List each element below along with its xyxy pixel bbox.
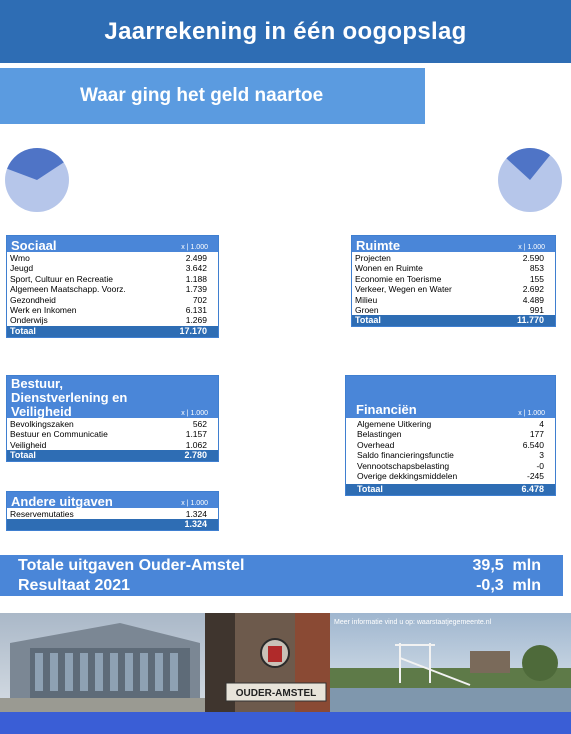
row-label: Bestuur en Communicatie — [10, 429, 108, 440]
row-value: 3.642 — [185, 263, 207, 274]
unit-label: x | 1.000 — [518, 410, 545, 417]
list-item — [7, 315, 218, 325]
town-photo-illustration — [0, 613, 571, 713]
list-item — [352, 305, 555, 315]
list-item — [354, 440, 555, 450]
row-label: Saldo financieringsfunctie — [357, 450, 454, 461]
unit-label: x | 1.000 — [518, 244, 545, 251]
andere-title: Andere uitgaven — [11, 494, 113, 509]
list-item — [354, 450, 555, 460]
row-label: Verkeer, Wegen en Water — [355, 284, 452, 295]
list-item — [352, 263, 555, 273]
row-value: -0 — [536, 460, 544, 471]
row-value: 2.692 — [522, 284, 544, 295]
row-value: 155 — [529, 273, 544, 284]
row-value: 702 — [192, 294, 207, 305]
list-item — [7, 429, 218, 439]
row-label: Wonen en Ruimte — [355, 263, 423, 274]
total-label: Totaal — [10, 325, 36, 336]
bestuur-title-line: Veiligheid — [11, 404, 72, 419]
info-text: Meer informatie vind u op: waarstaatjegemeente.nl — [334, 619, 492, 626]
bestuur-title-line: Bestuur, — [11, 376, 64, 391]
ruimte-total-row — [352, 315, 555, 326]
page-title: Jaarrekening in één oogopslag — [104, 17, 467, 45]
row-value: 1.188 — [185, 273, 207, 284]
list-item — [7, 253, 218, 263]
pie-chart-right — [496, 146, 564, 214]
row-label: Groen — [355, 304, 379, 315]
list-item — [7, 263, 218, 273]
financien-rows — [346, 418, 555, 481]
row-label: Jeugd — [10, 263, 34, 274]
list-item — [7, 509, 218, 519]
ruimte-rows — [352, 252, 555, 315]
row-value: 177 — [529, 429, 544, 440]
row-value: 853 — [529, 263, 544, 274]
list-item — [7, 419, 218, 429]
row-value: 1.062 — [185, 439, 207, 450]
row-label: Algemene Uitkering — [357, 419, 432, 429]
list-item — [354, 471, 555, 481]
list-item — [354, 429, 555, 439]
unit-label: x | 1.000 — [181, 410, 208, 417]
town-photo-strip — [0, 613, 571, 713]
list-item — [7, 295, 218, 305]
list-item — [352, 295, 555, 305]
sociaal-header — [7, 236, 218, 252]
list-item — [354, 461, 555, 471]
row-label: Projecten — [355, 253, 391, 263]
row-label: Economie en Toerisme — [355, 273, 442, 284]
row-label: Werk en Inkomen — [10, 304, 77, 315]
total-expenses-label: Totale uitgaven Ouder-Amstel — [18, 557, 245, 574]
andere-header — [7, 492, 218, 508]
total-expenses-value: 39,5 mln — [472, 557, 541, 574]
financien-header — [346, 376, 555, 418]
row-value: 4.489 — [522, 294, 544, 305]
sociaal-title: Sociaal — [11, 238, 57, 253]
financien-total-row — [346, 484, 555, 495]
total-value: 17.170 — [179, 325, 207, 336]
result-row — [18, 577, 541, 595]
row-value: 2.499 — [185, 253, 207, 263]
row-label: Overige dekkingsmiddelen — [357, 470, 458, 481]
unit-label: x | 1.000 — [181, 244, 208, 251]
row-value: 562 — [192, 419, 207, 429]
unit-label: x | 1.000 — [181, 500, 208, 507]
pie-chart-left — [3, 146, 71, 214]
row-value: 1.739 — [185, 284, 207, 295]
andere-box — [6, 491, 219, 531]
financien-title: Financiën — [356, 402, 417, 417]
bestuur-total-row — [7, 450, 218, 461]
list-item — [7, 305, 218, 315]
bestuur-title-line: Dienstverlening en — [11, 390, 128, 405]
total-label: Totaal — [357, 484, 383, 495]
financien-box — [345, 375, 556, 496]
total-label: Totaal — [355, 315, 381, 326]
row-value: 1.157 — [185, 429, 207, 440]
total-value: 1.324 — [184, 519, 207, 530]
bestuur-header — [7, 376, 218, 418]
andere-total-row — [7, 519, 218, 530]
list-item — [352, 284, 555, 294]
sociaal-rows — [7, 252, 218, 326]
section-title: Waar ging het geld naartoe — [80, 85, 324, 106]
list-item — [352, 274, 555, 284]
row-value: 3 — [539, 450, 544, 461]
header-banner — [0, 0, 571, 63]
row-value: 1.269 — [185, 315, 207, 326]
ruimte-header — [352, 236, 555, 252]
row-value: 6.131 — [185, 304, 207, 315]
row-label: Belastingen — [357, 429, 402, 440]
row-label: Vennootschapsbelasting — [357, 460, 450, 471]
total-value: 2.780 — [184, 450, 207, 461]
subheader-banner — [0, 68, 425, 124]
row-label: Reservemutaties — [10, 509, 74, 519]
row-label: Algemeen Maatschapp. Voorz. — [10, 284, 126, 295]
bottom-bar — [0, 712, 571, 734]
total-value: 11.770 — [516, 315, 544, 326]
list-item — [354, 419, 555, 429]
row-value: -245 — [526, 470, 544, 481]
row-label: Milieu — [355, 294, 378, 305]
list-item — [352, 253, 555, 263]
andere-rows — [7, 508, 218, 519]
row-value: 2.590 — [522, 253, 544, 263]
result-value: -0,3 mln — [476, 577, 541, 594]
row-value: 6.540 — [522, 439, 544, 450]
total-label: Totaal — [10, 450, 36, 461]
list-item — [7, 440, 218, 450]
summary-banner — [0, 555, 563, 596]
total-expenses-row — [18, 557, 541, 575]
row-label: Onderwijs — [10, 315, 48, 326]
sociaal-total-row — [7, 326, 218, 337]
list-item — [7, 274, 218, 284]
row-value: 1.324 — [185, 509, 207, 519]
result-label: Resultaat 2021 — [18, 577, 131, 594]
ruimte-title: Ruimte — [356, 238, 401, 253]
ruimte-box — [351, 235, 556, 327]
row-label: Veiligheid — [10, 439, 47, 450]
total-value: 6.478 — [521, 484, 544, 495]
sociaal-box — [6, 235, 219, 338]
row-label: Bevolkingszaken — [10, 419, 74, 429]
bestuur-rows — [7, 418, 218, 450]
town-sign-text: OUDER-AMSTEL — [235, 688, 317, 699]
row-label: Sport, Cultuur en Recreatie — [10, 273, 113, 284]
list-item — [7, 284, 218, 294]
row-label: Overhead — [357, 439, 395, 450]
bestuur-box — [6, 375, 219, 462]
row-value: 4 — [539, 419, 544, 429]
row-value: 991 — [529, 304, 544, 315]
row-label: Gezondheid — [10, 294, 56, 305]
row-label: Wmo — [10, 253, 30, 263]
